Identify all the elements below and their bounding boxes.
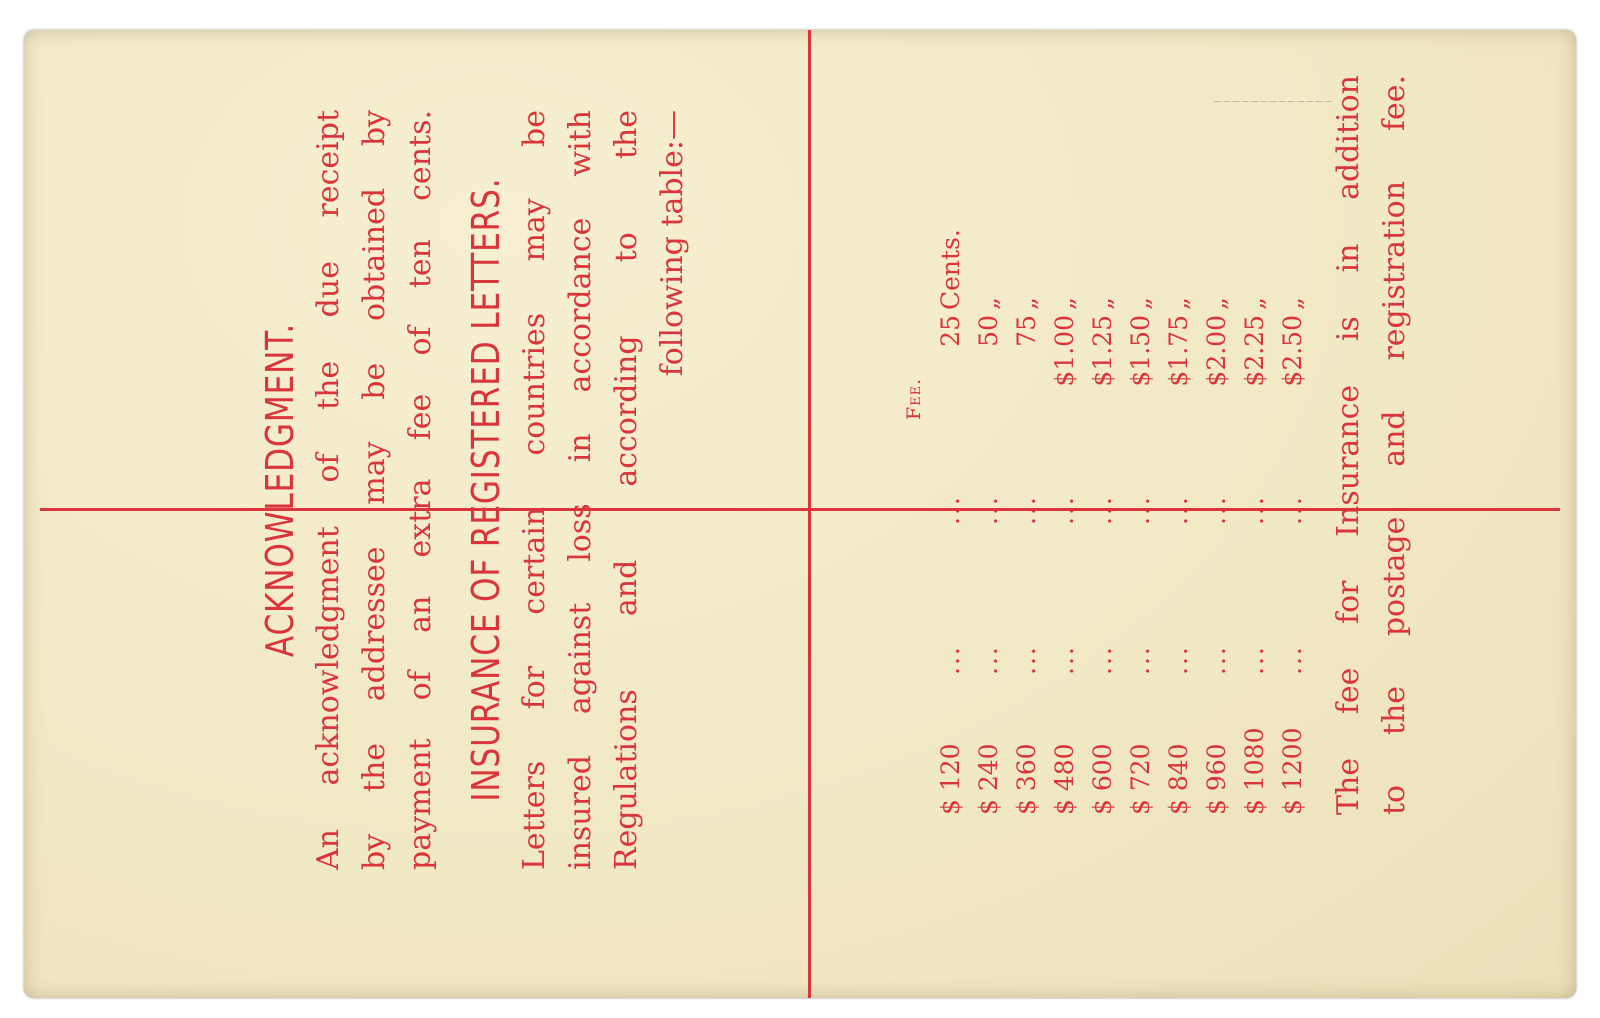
insurance-line: insured against loss in accordance with bbox=[563, 110, 598, 870]
unit-cell: „ bbox=[1012, 297, 1041, 310]
insurance-line: Letters for certain countries may be bbox=[517, 110, 552, 870]
fee-cell: $2.50 bbox=[1278, 315, 1307, 387]
insurance-paragraph bbox=[512, 110, 696, 870]
leader-dots: ... bbox=[1088, 495, 1117, 525]
insurance-heading: INSURANCE OF REGISTERED LETTERS. bbox=[464, 177, 508, 802]
fee-cell: $1.50 bbox=[1126, 315, 1155, 387]
fee-cell: 50 bbox=[974, 315, 1003, 347]
fee-cell: $2.00 bbox=[1202, 315, 1231, 387]
leader-dots: ... bbox=[1050, 495, 1079, 525]
leader-dots: ... bbox=[1202, 495, 1231, 525]
leader-dots: ... bbox=[1088, 645, 1117, 675]
postmark-smudge: ‾‾‾‾‾‾‾‾‾‾‾‾‾ bbox=[1214, 100, 1334, 114]
amount-cell: $ 840 bbox=[1164, 743, 1193, 815]
unit-cell: „ bbox=[1050, 297, 1079, 310]
amount-cell: $ 960 bbox=[1202, 743, 1231, 815]
fee-table-row bbox=[932, 55, 970, 815]
acknowledgment-line: An acknowledgment of the due receipt bbox=[311, 110, 346, 870]
fee-cell: 75 bbox=[1012, 315, 1041, 347]
unit-cell: „ bbox=[1088, 297, 1117, 310]
leader-dots: ... bbox=[1278, 495, 1307, 525]
fee-table-row bbox=[1008, 55, 1046, 815]
amount-cell: $ 1200 bbox=[1278, 727, 1307, 815]
leader-dots: ... bbox=[1012, 645, 1041, 675]
leader-dots: ... bbox=[1202, 645, 1231, 675]
leader-dots: ... bbox=[1126, 495, 1155, 525]
leader-dots: ... bbox=[936, 495, 965, 525]
leader-dots: ... bbox=[936, 645, 965, 675]
amount-cell: $ 720 bbox=[1126, 743, 1155, 815]
fee-cell: $1.75 bbox=[1164, 315, 1193, 387]
amount-cell: $ 360 bbox=[1012, 743, 1041, 815]
unit-cell: „ bbox=[1164, 297, 1193, 310]
vertical-red-rule bbox=[808, 30, 811, 998]
fee-cell: 25 bbox=[936, 315, 965, 347]
amount-cell: $ 1080 bbox=[1240, 727, 1269, 815]
fee-table-row bbox=[1236, 55, 1274, 815]
leader-dots: ... bbox=[1278, 645, 1307, 675]
fee-table bbox=[932, 55, 1312, 815]
unit-cell: „ bbox=[974, 297, 1003, 310]
leader-dots: ... bbox=[1164, 645, 1193, 675]
note-line: to the postage and registration fee. bbox=[1377, 75, 1412, 815]
fee-cell: $1.25 bbox=[1088, 315, 1117, 387]
leader-dots: ... bbox=[1050, 645, 1079, 675]
leader-dots: ... bbox=[1126, 645, 1155, 675]
fee-table-row bbox=[1160, 55, 1198, 815]
acknowledgment-heading: ACKNOWLEDGMENT. bbox=[258, 322, 302, 658]
insurance-line: following table:— bbox=[655, 110, 690, 377]
unit-cell: „ bbox=[1278, 297, 1307, 310]
amount-cell: $ 240 bbox=[974, 743, 1003, 815]
amount-cell: $ 600 bbox=[1088, 743, 1117, 815]
fee-table-row bbox=[1084, 55, 1122, 815]
acknowledgment-paragraph bbox=[306, 110, 444, 870]
leader-dots: ... bbox=[1240, 495, 1269, 525]
fee-table-row bbox=[1274, 55, 1312, 815]
fee-table-row bbox=[1122, 55, 1160, 815]
leader-dots: ... bbox=[1240, 645, 1269, 675]
leader-dots: ... bbox=[974, 645, 1003, 675]
leader-dots: ... bbox=[1012, 495, 1041, 525]
fee-column-header: Fee. bbox=[903, 377, 925, 420]
right-text-block bbox=[896, 55, 1418, 815]
fee-table-row bbox=[1198, 55, 1236, 815]
acknowledgment-line: by the addressee may be obtained by bbox=[357, 110, 392, 870]
leader-dots: ... bbox=[974, 495, 1003, 525]
insurance-line: Regulations and according to the bbox=[609, 110, 644, 870]
acknowledgment-line: payment of an extra fee of ten cents. bbox=[403, 110, 438, 870]
fee-cell: $2.25 bbox=[1240, 315, 1269, 387]
insurance-note bbox=[1326, 75, 1418, 815]
unit-cell: „ bbox=[1240, 297, 1269, 310]
fee-cell: $1.00 bbox=[1050, 315, 1079, 387]
amount-cell: $ 480 bbox=[1050, 743, 1079, 815]
unit-cell: „ bbox=[1202, 297, 1231, 310]
registration-envelope-back bbox=[24, 30, 1576, 998]
unit-cell: „ bbox=[1126, 297, 1155, 310]
fee-table-row bbox=[970, 55, 1008, 815]
unit-cell: Cents. bbox=[936, 229, 965, 310]
leader-dots: ... bbox=[1164, 495, 1193, 525]
amount-cell: $ 120 bbox=[936, 743, 965, 815]
left-text-block bbox=[254, 110, 696, 870]
note-line: The fee for Insurance is in addition bbox=[1331, 75, 1366, 815]
fee-table-row bbox=[1046, 55, 1084, 815]
